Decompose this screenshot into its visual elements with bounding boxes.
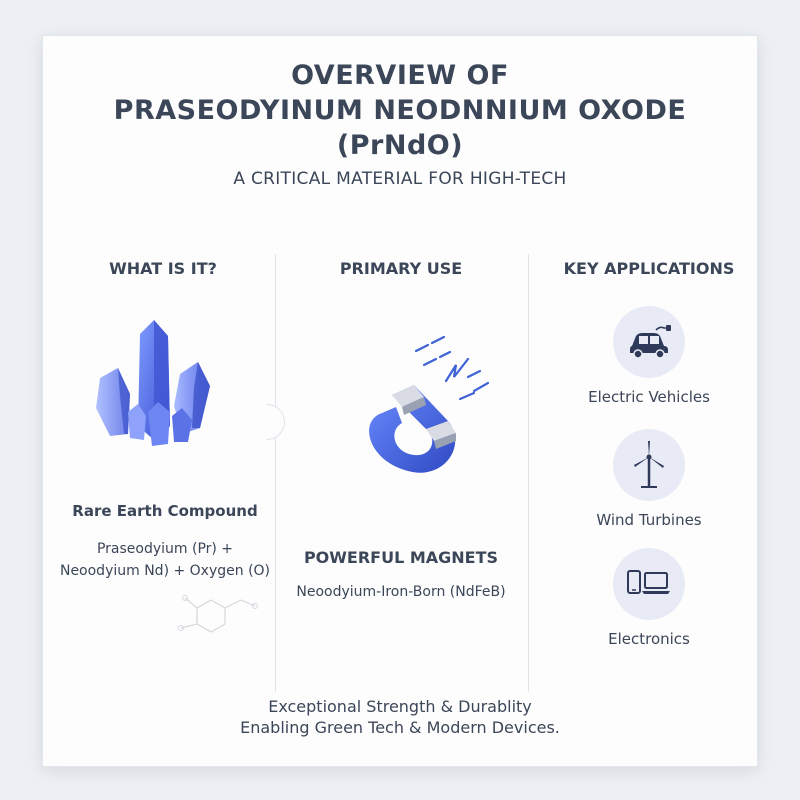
primary-use-detail: Neoodyium-Iron-Born (NdFeB) xyxy=(296,584,506,600)
devices-icon xyxy=(625,567,673,601)
compound-label: Rare Earth Compound xyxy=(72,502,258,520)
title-line-1: OVERVIEW OF xyxy=(291,60,509,91)
electric-car-icon xyxy=(626,324,672,360)
column-divider-right xyxy=(528,254,529,692)
app-label-wind: Wind Turbines xyxy=(596,511,702,529)
composition-text xyxy=(55,538,275,582)
column-divider-left xyxy=(275,254,276,692)
app-icon-circle-electronics xyxy=(613,548,685,620)
magnet-icon xyxy=(328,321,498,486)
primary-use-heading: PRIMARY USE xyxy=(339,259,463,278)
app-label-ev: Electric Vehicles xyxy=(588,388,710,406)
what-is-it-heading: WHAT IS IT? xyxy=(109,259,217,278)
molecule-watermark-icon xyxy=(171,588,261,643)
app-icon-circle-wind xyxy=(613,429,685,501)
page-title xyxy=(43,58,757,163)
crystal-icon xyxy=(88,316,228,456)
wind-turbine-icon xyxy=(627,439,671,491)
page-subtitle: A CRITICAL MATERIAL FOR HIGH-TECH xyxy=(233,169,567,189)
primary-use-label: POWERFUL MAGNETS xyxy=(303,548,499,567)
title-line-3: (PrNdO) xyxy=(336,130,464,161)
app-icon-circle-ev xyxy=(613,306,685,378)
composition-line-2: Neoodyium Nd) + Oxygen (O) xyxy=(59,563,271,579)
footer-line-1: Exceptional Strength & Durablity xyxy=(268,697,532,716)
key-applications-heading: KEY APPLICATIONS xyxy=(563,259,735,278)
app-label-electronics: Electronics xyxy=(608,630,690,648)
composition-line-1: Praseodyium (Pr) + xyxy=(96,541,234,557)
infographic-card xyxy=(42,35,758,767)
footer-summary xyxy=(43,696,757,738)
footer-line-2: Enabling Green Tech & Modern Devices. xyxy=(240,718,560,737)
divider-notch xyxy=(267,404,285,440)
title-line-2: PRASEODYINUM NEODNNIUM OXODE xyxy=(113,95,687,126)
